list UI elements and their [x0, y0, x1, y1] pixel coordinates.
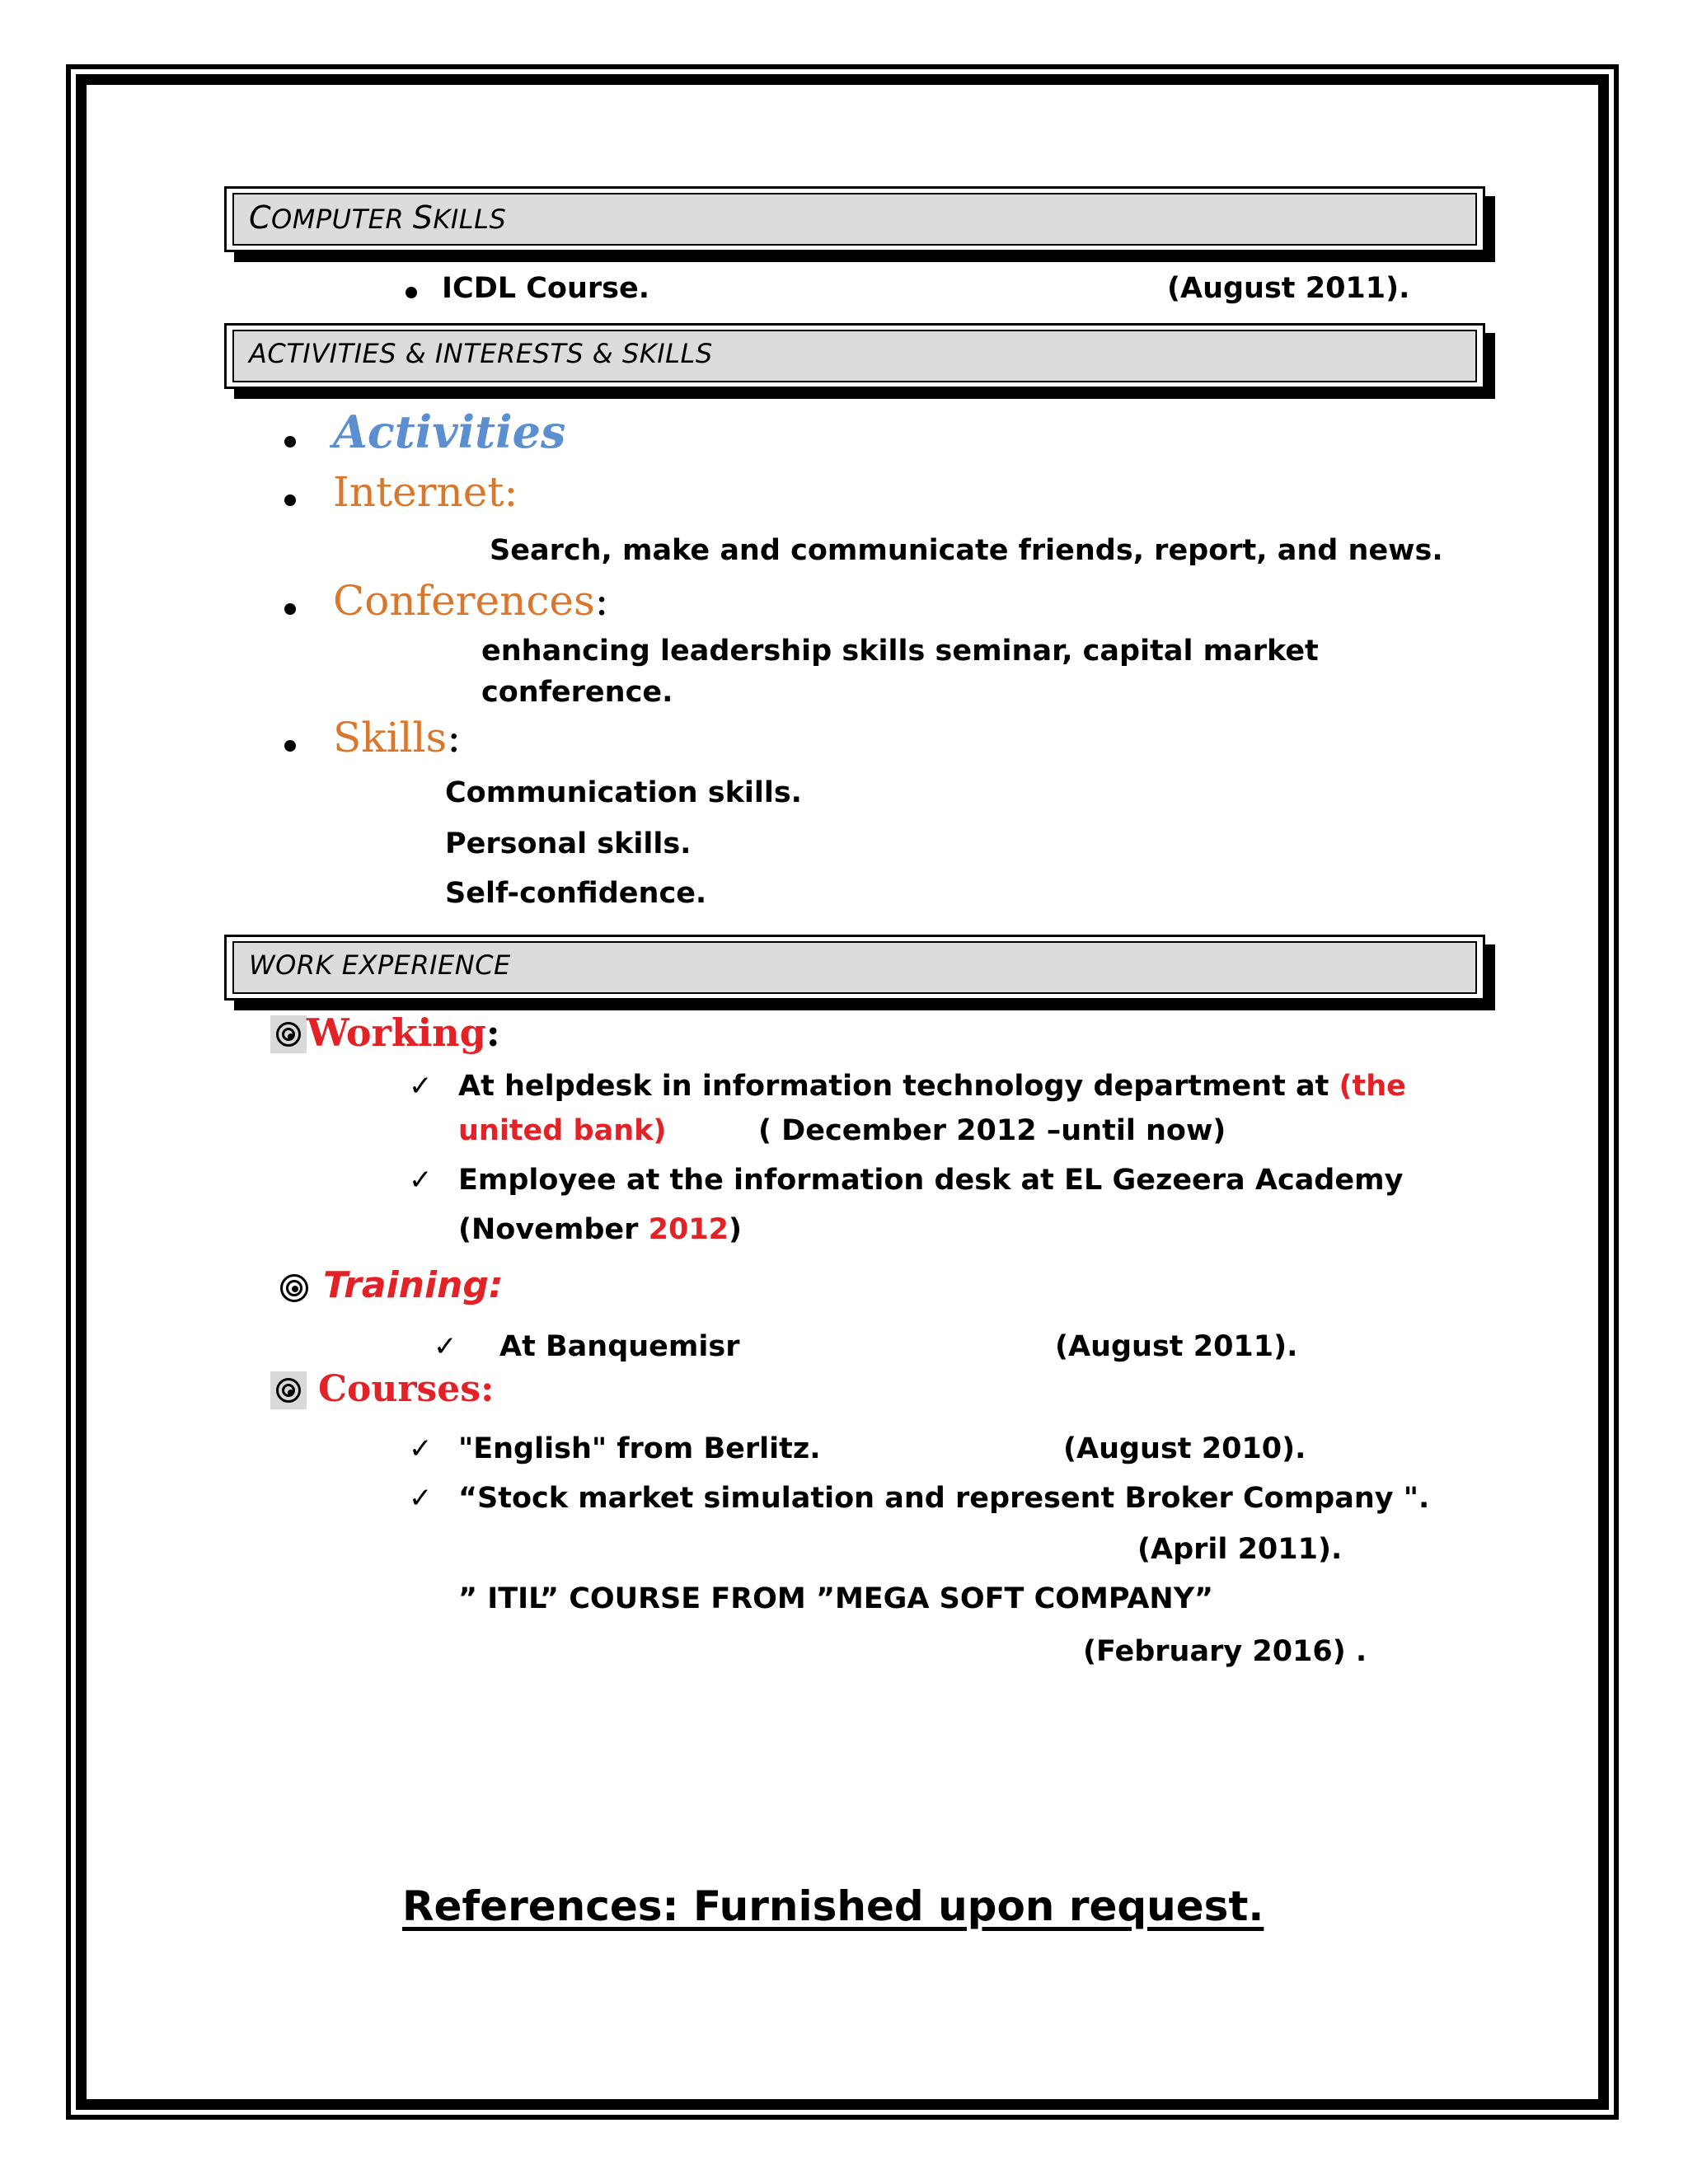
job-1-dates: ( December 2012 –until now)	[758, 1114, 1226, 1147]
courses-label: Courses:	[318, 1368, 495, 1410]
references-line: References: Furnished upon request.	[402, 1882, 1264, 1930]
section-header-activities	[224, 323, 1485, 389]
course-3: ” ITIL” COURSE FROM ”MEGA SOFT COMPANY”	[458, 1582, 1214, 1615]
course-2: “Stock market simulation and represent Broker Company ".	[458, 1482, 1430, 1515]
skill-item: Communication skills.	[445, 776, 802, 809]
checkmark-icon: ✓	[434, 1330, 457, 1363]
training-item: At Banquemisr	[499, 1330, 740, 1363]
internet-label: Internet:	[333, 468, 518, 516]
course-3-date: (February 2016) .	[1083, 1635, 1367, 1668]
conferences-line-2: conference.	[481, 676, 673, 709]
working-label: Working:	[307, 1010, 500, 1055]
skill-item: Personal skills.	[445, 827, 692, 860]
skills-label: Skills:	[333, 714, 462, 762]
training-label: Training:	[323, 1264, 504, 1306]
checkmark-icon: ✓	[409, 1070, 433, 1103]
computer-skill-date: (August 2011).	[1167, 272, 1410, 305]
checkmark-icon: ✓	[409, 1432, 433, 1465]
job-1-line-1: At helpdesk in information technology department at (the	[458, 1070, 1406, 1103]
bullet-icon	[284, 436, 296, 448]
bullet-icon	[284, 603, 296, 615]
course-1-date: (August 2010).	[1063, 1432, 1306, 1465]
target-icon	[276, 1378, 301, 1403]
conferences-label: Conferences:	[333, 577, 609, 625]
computer-skill-item: ICDL Course.	[442, 272, 650, 305]
training-date: (August 2011).	[1055, 1330, 1298, 1363]
target-icon	[280, 1274, 308, 1302]
checkmark-icon: ✓	[409, 1482, 433, 1515]
bullet-icon	[284, 494, 296, 506]
bullet-icon	[284, 740, 296, 752]
section-header-work-experience	[224, 935, 1485, 1001]
section-title: ACTIVITIES & INTERESTS & SKILLS	[249, 338, 713, 369]
job-2-dates: (November 2012)	[458, 1213, 743, 1246]
checkmark-icon: ✓	[409, 1164, 433, 1197]
target-icon	[276, 1022, 301, 1047]
job-2-line-1: Employee at the information desk at EL Gezeera Academy	[458, 1164, 1404, 1197]
conferences-line-1: enhancing leadership skills seminar, capital market	[481, 635, 1319, 668]
bullet-icon	[406, 287, 417, 298]
section-title: WORK EXPERIENCE	[249, 949, 511, 981]
internet-text: Search, make and communicate friends, report, and news.	[490, 534, 1443, 567]
course-2-date: (April 2011).	[1137, 1533, 1343, 1566]
job-1-employer: united bank)	[458, 1114, 667, 1147]
activities-heading: Activities	[333, 405, 566, 458]
skill-item: Self-confidence.	[445, 877, 707, 910]
course-1: "English" from Berlitz.	[458, 1432, 821, 1465]
section-header-computer-skills	[224, 186, 1485, 252]
section-title: COMPUTER SKILLS	[249, 199, 507, 236]
